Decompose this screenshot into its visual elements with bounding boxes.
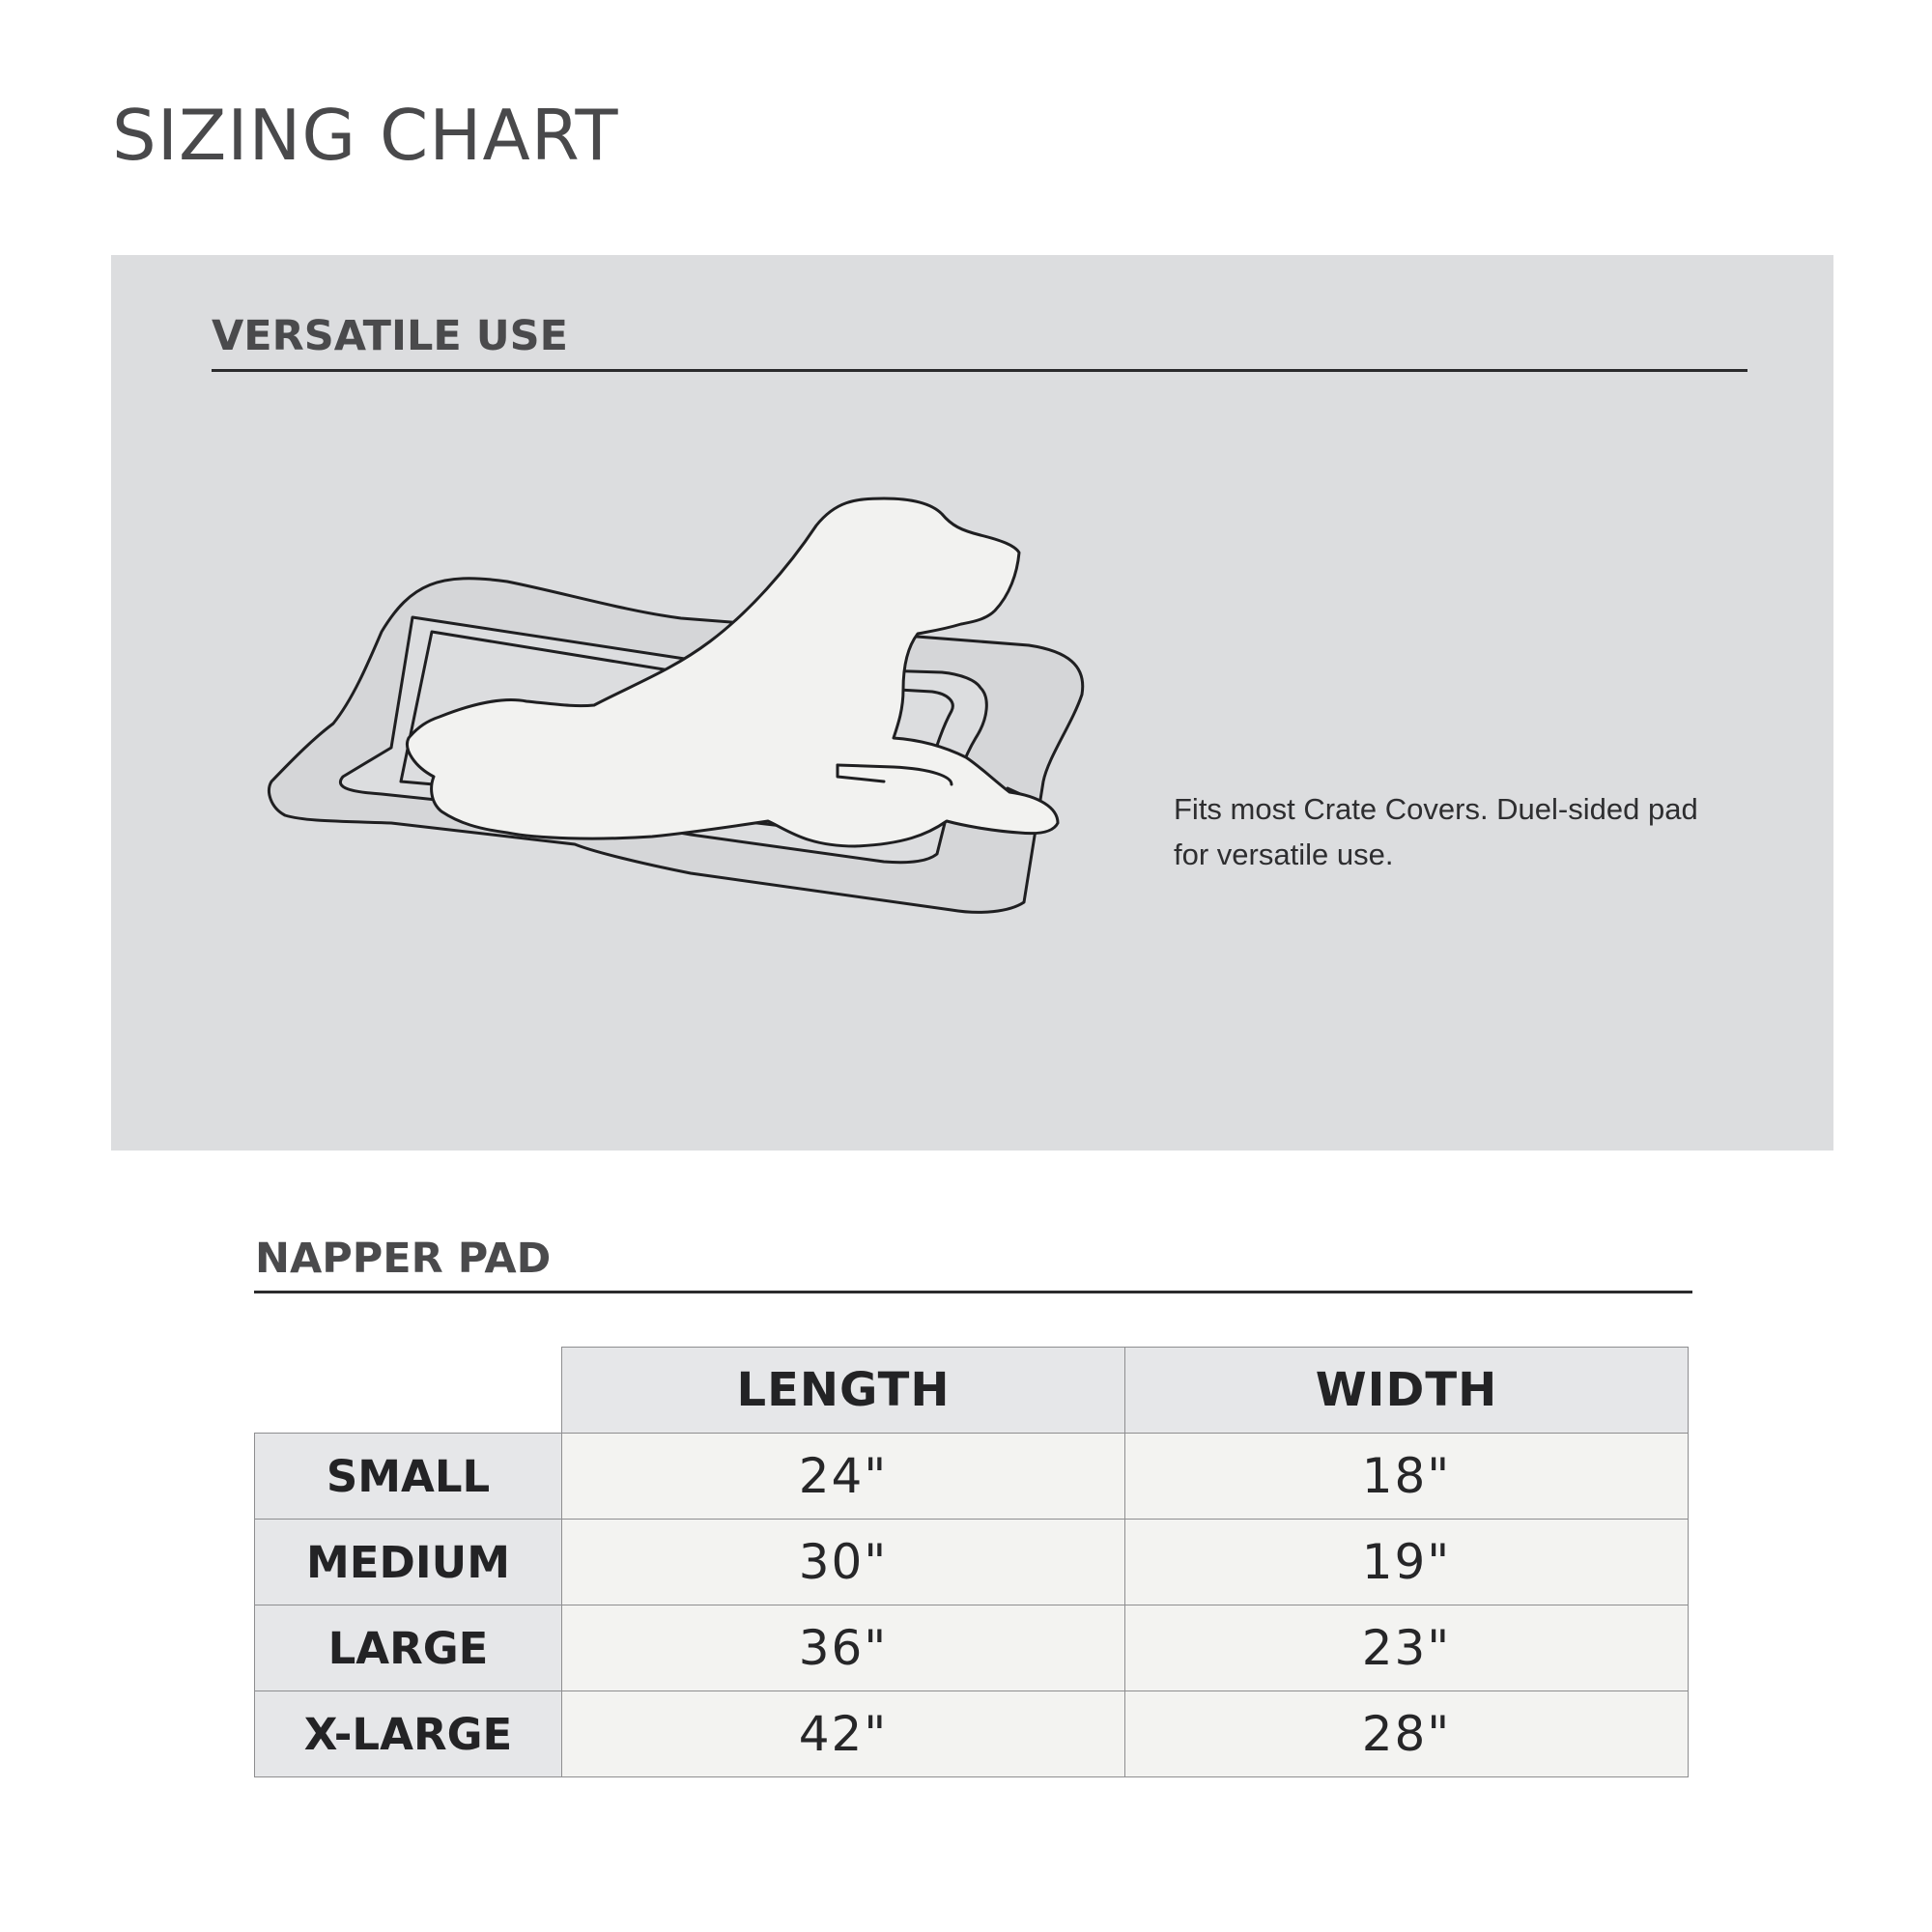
table-divider bbox=[254, 1291, 1692, 1293]
length-cell: 42" bbox=[562, 1691, 1125, 1777]
table-row bbox=[255, 1434, 1689, 1520]
feature-description: Fits most Crate Covers. Duel-sided pad for versatile use. bbox=[1174, 792, 1698, 871]
length-cell: 36" bbox=[562, 1605, 1125, 1691]
table-heading: NAPPER PAD bbox=[255, 1235, 552, 1283]
column-header-length: LENGTH bbox=[562, 1348, 1125, 1434]
table-row bbox=[255, 1520, 1689, 1605]
width-cell: 28" bbox=[1125, 1691, 1689, 1777]
table-row bbox=[255, 1605, 1689, 1691]
page-title: SIZING CHART bbox=[112, 95, 619, 176]
table-corner-cell bbox=[255, 1348, 562, 1434]
table-row bbox=[255, 1691, 1689, 1777]
feature-divider bbox=[212, 369, 1747, 372]
table-header-row bbox=[255, 1348, 1689, 1434]
feature-panel bbox=[111, 255, 1833, 1151]
length-cell: 30" bbox=[562, 1520, 1125, 1605]
length-cell: 24" bbox=[562, 1434, 1125, 1520]
size-label: X-LARGE bbox=[255, 1691, 562, 1777]
size-label: SMALL bbox=[255, 1434, 562, 1520]
size-label: MEDIUM bbox=[255, 1520, 562, 1605]
column-header-width: WIDTH bbox=[1125, 1348, 1689, 1434]
width-cell: 18" bbox=[1125, 1434, 1689, 1520]
size-label: LARGE bbox=[255, 1605, 562, 1691]
dog-on-pad-illustration bbox=[188, 448, 1116, 1009]
feature-heading: VERSATILE USE bbox=[212, 312, 569, 360]
width-cell: 19" bbox=[1125, 1520, 1689, 1605]
width-cell: 23" bbox=[1125, 1605, 1689, 1691]
size-table bbox=[254, 1347, 1689, 1777]
